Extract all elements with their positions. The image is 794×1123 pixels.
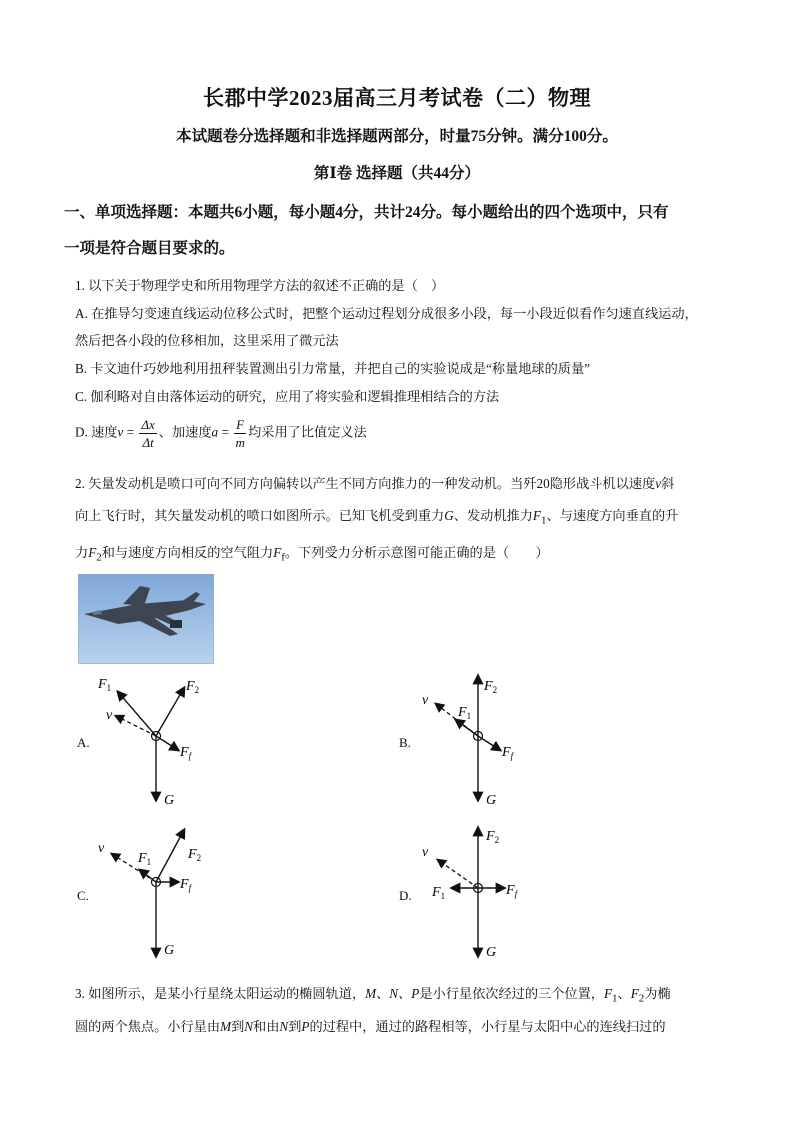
arrow-F1 [118,692,156,736]
q3-l1-f1: F [603,986,613,1001]
q2-l3-text: 力 [75,545,89,560]
q2-l2-f: F [532,508,541,523]
label-Ff: $F_f$ [506,883,518,899]
q2-l3-fsub: 2 [96,551,102,564]
q3-l1-f2: F [630,986,639,1001]
label-Ff: $F_f$ [180,745,192,761]
q3-l1-text: 3. 如图所示，是某小行星绕太阳运动的椭圆轨道， [75,986,366,1001]
force-diagram-d [412,822,552,962]
q1-d-eq2: = [218,424,233,440]
label-Ff: $F_f$ [502,745,514,761]
q2-option-c-label: C. [77,888,89,903]
q3-l1-end: 为椭 [644,986,671,1001]
q2-l3-text2: 和与速度方向相反的空气阻力 [101,545,274,560]
q3-line1 [75,983,671,1005]
label-v: v [422,845,429,860]
q2-l3-end: 。下列受力分析示意图可能正确的是（ ） [284,545,549,560]
q3-l1-text2: 是小行星依次经过的三个位置， [419,986,604,1001]
label-F1: $F_1$ [458,705,472,721]
label-F1: $F_1$ [98,677,112,693]
q2-l2-end: 、与速度方向垂直的升 [546,508,679,523]
q1-d-v: v [117,424,124,440]
q1-option-d [75,416,367,451]
label-G: G [164,943,175,958]
q2-option-d-label: D. [399,888,412,903]
label-G: G [164,793,175,808]
force-diagram-a [90,672,230,812]
q3-l1-f2sub: 2 [638,992,645,1005]
q3-l2-to2: 到 [288,1019,302,1034]
q2-l2-g: G [444,508,454,523]
fighter-jet-photo [78,574,214,664]
q1-d-eq1: = [123,424,138,440]
q1-d-frac2-num: F [236,417,245,432]
q1-option-a-line1: A. 在推导匀变速直线运动位移公式时，把整个运动过程划分成很多小段，每一小段近似看作匀速直线运动， [75,306,698,321]
q3-l2-n2: N [279,1019,289,1034]
q2-l2-text2: 、发动机推力 [453,508,533,523]
q1-option-b: B. 卡文迪什巧妙地利用扭秤装置测出引力常量，并把自己的实验说成是“称量地球的质量” [75,361,591,376]
label-F2: $F_2$ [188,847,202,863]
q1-d-suffix: 均采用了比值定义法 [248,424,367,440]
part-title: 第Ⅰ卷 选择题（共44分） [313,165,481,182]
q3-l2-m: M [220,1019,232,1034]
label-v: v [98,841,105,856]
section-heading-line2: 一项是符合题目要求的。 [64,240,235,257]
q2-l3-f: F [88,545,97,560]
q2-line1 [75,473,674,492]
q1-stem: 1. 以下关于物理学史和所用物理学方法的叙述不正确的是（ ） [75,278,445,293]
arrow-v [116,716,156,736]
q1-d-fraction-velocity [139,416,156,451]
q3-l2-n: N [244,1019,254,1034]
label-G: G [486,793,497,808]
exam-instructions: 本试题卷分选择题和非选择题两部分，时量75分钟。满分100分。 [176,128,618,145]
q1-d-mid: 、加速度 [158,424,212,440]
label-Ff: $F_f$ [180,877,192,893]
q3-l2-p: P [301,1019,310,1034]
force-diagram-b [412,672,552,812]
label-F2: $F_2$ [484,679,498,695]
q2-line2 [75,505,678,527]
q2-line3 [75,542,549,564]
q2-l1-end: 斜 [661,476,675,491]
q1-d-a: a [211,424,219,440]
page-title: 长郡中学2023届高三月考试卷（二）物理 [203,86,591,110]
q3-line2 [75,1016,666,1035]
arrow-F2 [156,688,184,736]
q2-l3-ff: F [273,545,282,560]
q3-l1-sep: 、 [617,986,631,1001]
q1-d-prefix: D. 速度 [75,424,118,440]
q1-d-fraction-acceleration [234,416,246,451]
arrow-v [438,860,478,888]
q3-l1-mnp: M、N、P [365,986,420,1001]
q2-l2-fsub: 1 [540,514,547,527]
label-F1: $F_1$ [432,885,446,901]
q2-l2-text: 向上飞行时，其矢量发动机的喷口如图所示。已知飞机受到重力 [75,508,445,523]
q3-l2-and: 和由 [253,1019,280,1034]
q2-option-b-label: B. [399,735,411,750]
q3-l2-end: 的过程中，通过的路程相等，小行星与太阳中心的连线扫过的 [309,1019,666,1034]
q3-l2-text: 圆的两个焦点。小行星由 [75,1019,221,1034]
q1-d-frac2-den: m [235,435,245,450]
q2-l1-v: v [655,476,662,491]
q3-l1-f1sub: 1 [612,992,618,1005]
q2-l3-ffsub: f [281,551,285,564]
label-v: v [422,693,429,708]
q2-l1-text: 2. 矢量发动机是喷口可向不同方向偏转以产生不同方向推力的一种发动机。当歼20隐形战斗机以速度 [75,476,656,491]
q1-d-frac1-num: Δx [141,417,155,432]
q1-d-frac1-den: Δt [142,435,154,450]
q2-option-a-label: A. [77,735,90,750]
label-G: G [486,945,497,960]
q3-l2-to1: 到 [231,1019,245,1034]
force-diagram-c [90,822,230,962]
label-v: v [106,708,113,723]
label-F2: $F_2$ [486,829,500,845]
arrow-F2 [156,830,184,882]
arrow-Ff [156,736,178,750]
q1-option-c: C. 伽利略对自由落体运动的研究，应用了将实验和逻辑推理相结合的方法 [75,389,500,404]
section-heading-line1: 一、单项选择题：本题共6小题，每小题4分，共计24分。每小题给出的四个选项中，只有 [64,204,669,221]
arrow-Ff [478,736,500,750]
q1-option-a-line2: 然后把各小段的位移相加，这里采用了微元法 [75,333,339,348]
label-F2: $F_2$ [186,679,200,695]
label-F1: $F_1$ [138,851,152,867]
